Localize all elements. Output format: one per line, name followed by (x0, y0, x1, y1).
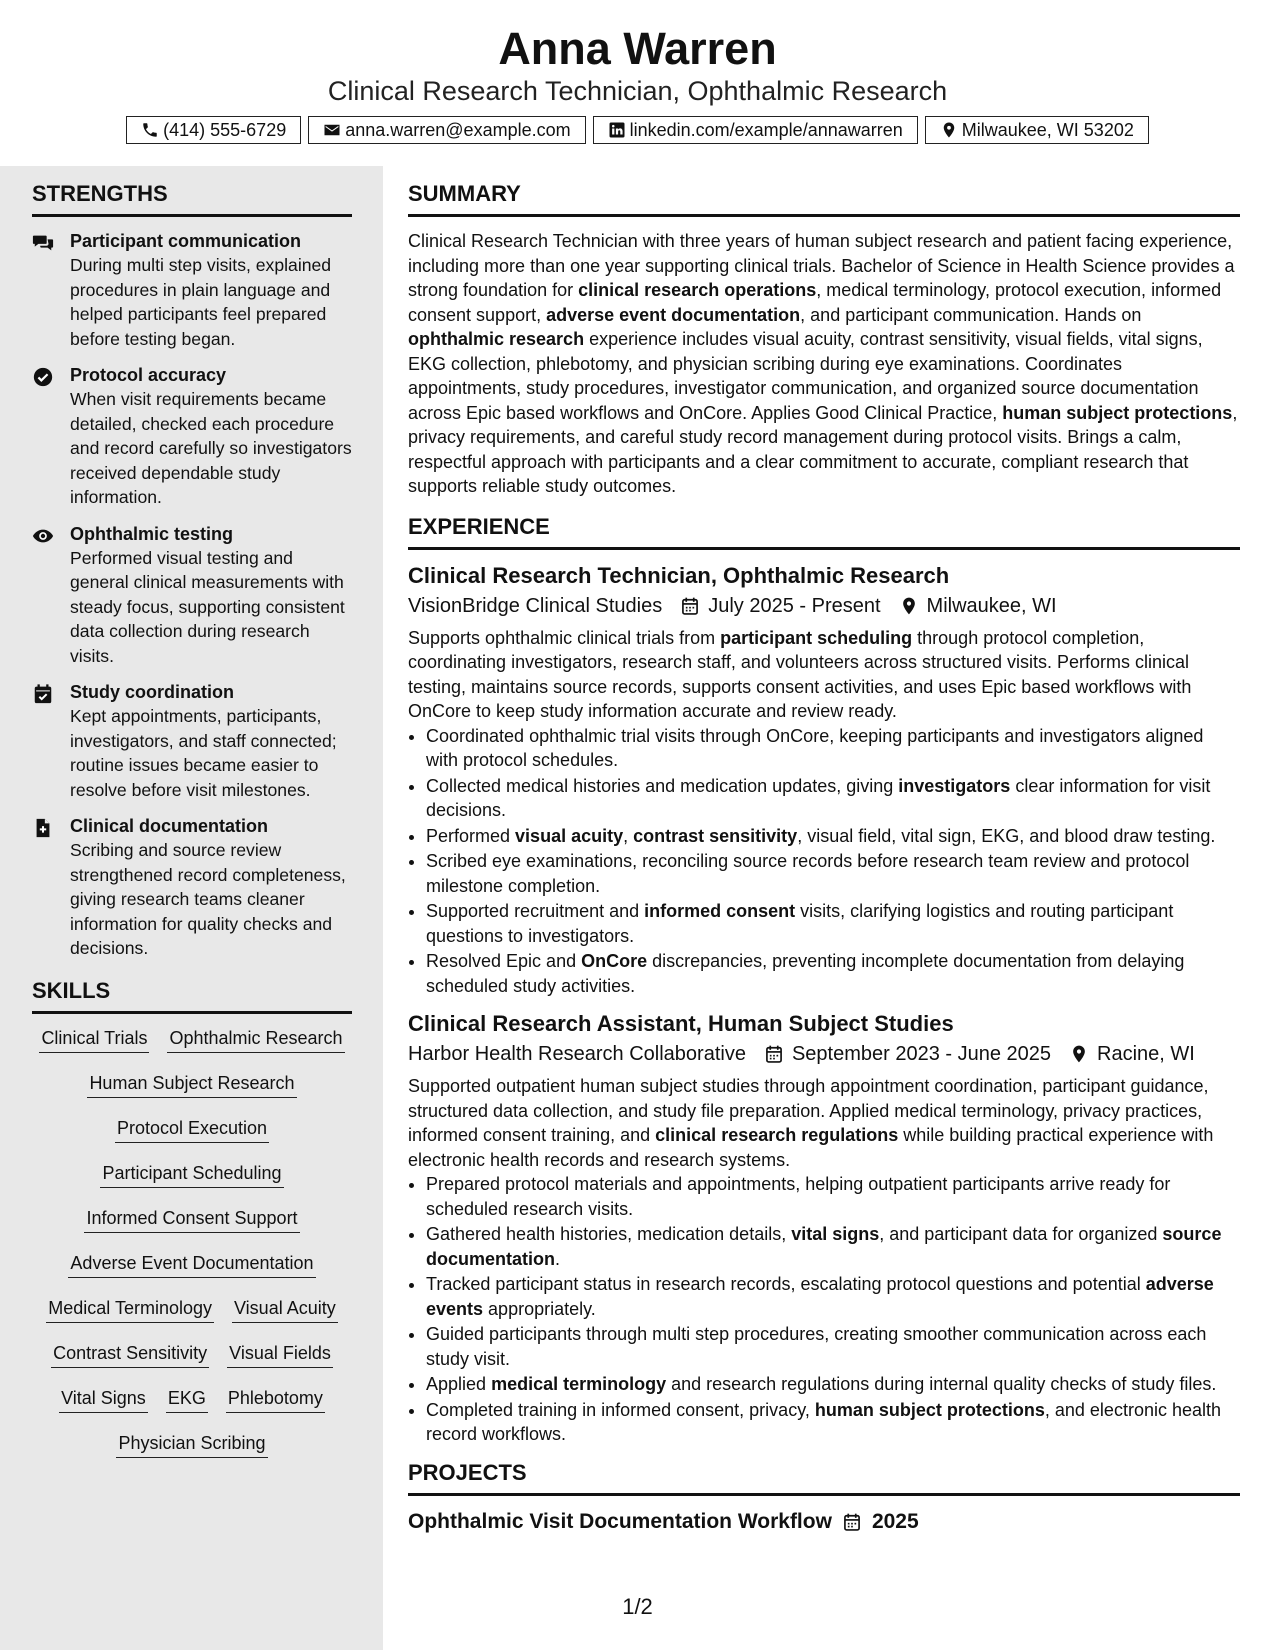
strength-text: Performed visual testing and general clinical measurements with steady focus, supporting consistent data collection during research visits. (70, 547, 345, 666)
strength-item (32, 363, 352, 510)
job-meta (408, 592, 1240, 620)
bullet-item: • Prepared protocol materials and appointments, helping outpatient participants arrive ready for scheduled research visits. (426, 1172, 1240, 1221)
bullet-item: • Applied medical terminology and research regulations during internal quality checks of study files. (426, 1372, 1240, 1397)
skill-tag: Contrast Sensitivity (51, 1341, 209, 1368)
bullet-item: • Guided participants through multi step procedures, creating smoother communication across each study visit. (426, 1322, 1240, 1371)
strength-item (32, 680, 352, 802)
job-location: Milwaukee, WI (926, 594, 1057, 617)
location-text: Milwaukee, WI 53202 (961, 119, 1134, 140)
candidate-name: Anna Warren (498, 23, 777, 74)
linkedin-icon (608, 121, 626, 139)
map-pin-icon (899, 596, 919, 616)
skills-list (32, 1026, 352, 1476)
bullet-item: • Supported recruitment and informed consent visits, clarifying logistics and routing participant questions to investigators. (426, 899, 1240, 948)
contact-email[interactable] (308, 116, 585, 144)
summary-heading: SUMMARY (408, 180, 1240, 217)
company-name: VisionBridge Clinical Studies (408, 594, 663, 617)
bullet-item: • Performed visual acuity, contrast sensitivity, visual field, vital sign, EKG, and blood draw testing. (426, 824, 1240, 849)
skill-tag: Protocol Execution (115, 1116, 269, 1143)
skill-tag: Clinical Trials (39, 1026, 149, 1053)
skill-tag: Visual Acuity (232, 1296, 338, 1323)
eye-icon (32, 525, 54, 547)
job-entry (408, 1010, 1240, 1447)
map-pin-icon (940, 121, 958, 139)
comments-icon (32, 232, 54, 254)
project-title: Ophthalmic Visit Documentation Workflow (408, 1509, 832, 1533)
calendar-check-icon (32, 683, 54, 705)
email-text: anna.warren@example.com (345, 119, 571, 140)
summary-text: Clinical Research Technician with three years of human subject research and patient facing experience, including more than one year supporting clinical trials. Bachelor of Science in Health Science provides a strong foundation for clinical research operations, medical terminology, protocol execution, informed consent support, adverse event documentation, and participant communication. Hands on ophthalmic research experience includes visual acuity, contrast sensitivity, visual fields, vital signs, EKG collection, phlebotomy, and physician scribing during eye examinations. Coordinates appointments, study procedures, investigator communication, and organized source documentation across Epic based workflows and OnCore. Applies Good Clinical Practice, human subject protections, privacy requirements, and careful study record management during protocol visits. Brings a calm, respectful approach with participants and a clear commitment to accurate, compliant research that supports reliable study outcomes. (408, 231, 1238, 496)
map-pin-icon (1069, 1044, 1089, 1064)
project-entry (408, 1508, 1240, 1536)
skill-tag: Participant Scheduling (100, 1161, 283, 1188)
bullet-item: • Gathered health histories, medication details, vital signs, and participant data for organized source documentation. (426, 1222, 1240, 1271)
job-meta (408, 1040, 1240, 1068)
job-description: Supports ophthalmic clinical trials from participant scheduling through protocol completion, coordinating investigators, research staff, and volunteers across structured visits. Performs clinical testing, maintains source records, supports consent activities, and uses Epic based workflows with OnCore to keep study information accurate and review ready. (408, 627, 1192, 721)
skills-heading: SKILLS (32, 977, 352, 1014)
job-dates: July 2025 - Present (708, 594, 881, 617)
projects-heading: PROJECTS (408, 1459, 1240, 1496)
strengths-heading: STRENGTHS (32, 180, 352, 217)
phone-text: (414) 555-6729 (163, 119, 287, 140)
check-circle-icon (32, 366, 54, 388)
bullet-item: • Resolved Epic and OnCore discrepancies, preventing incomplete documentation from delaying scheduled study activities. (426, 949, 1240, 998)
calendar-icon (680, 596, 700, 616)
strength-title: Clinical documentation (70, 816, 269, 836)
strength-title: Participant communication (70, 231, 302, 251)
page-number: 1/2 (622, 1594, 653, 1619)
envelope-icon (323, 121, 341, 139)
bullet-item: • Scribed eye examinations, reconciling source records before research team review and protocol milestone completion. (426, 849, 1240, 898)
skill-tag: Visual Fields (227, 1341, 333, 1368)
contact-location[interactable] (925, 116, 1149, 144)
contact-linkedin[interactable] (593, 116, 918, 144)
resume-header (0, 0, 1275, 144)
strength-title: Protocol accuracy (70, 365, 227, 385)
experience-heading: EXPERIENCE (408, 513, 1240, 550)
strength-text: Scribing and source review strengthened record completeness, giving research teams cleaner information for quality checks and decisions. (70, 840, 346, 958)
skill-tag: Phlebotomy (226, 1386, 325, 1413)
strength-text: Kept appointments, participants, investigators, and staff connected; routine issues became easier to resolve before visit milestones. (70, 706, 337, 800)
company-name: Harbor Health Research Collaborative (408, 1043, 746, 1065)
phone-icon (141, 121, 159, 139)
candidate-title: Clinical Research Technician, Ophthalmic Research (327, 76, 948, 106)
skill-tag: Ophthalmic Research (167, 1026, 344, 1053)
strength-item (32, 229, 352, 351)
project-year: 2025 (871, 1509, 919, 1533)
job-bullets (408, 1172, 1240, 1447)
job-title: Clinical Research Technician, Ophthalmic Research (408, 562, 950, 588)
skill-tag: Vital Signs (59, 1386, 148, 1413)
skill-tag: Medical Terminology (46, 1296, 214, 1323)
job-description: Supported outpatient human subject studies through appointment coordination, participant guidance, structured data collection, and study file preparation. Applied medical terminology, privacy practices, informed consent training, and clinical research regulations while building practical experience with electronic health records and research systems. (408, 1076, 1214, 1170)
skill-tag: Adverse Event Documentation (68, 1251, 315, 1278)
strength-text: When visit requirements became detailed, checked each procedure and record carefully so investigators received dependable study information. (70, 389, 352, 507)
skill-tag: Physician Scribing (116, 1431, 267, 1458)
calendar-icon (842, 1512, 862, 1532)
contact-phone[interactable] (126, 116, 301, 144)
skill-tag: Human Subject Research (87, 1071, 296, 1098)
strength-item (32, 814, 352, 961)
job-dates: September 2023 - June 2025 (791, 1043, 1052, 1065)
job-title: Clinical Research Assistant, Human Subject Studies (408, 1011, 954, 1036)
contact-bar (0, 116, 1275, 144)
job-entry (408, 562, 1240, 999)
linkedin-text: linkedin.com/example/annawarren (629, 119, 903, 140)
file-plus-icon (32, 817, 54, 839)
calendar-icon (764, 1044, 784, 1064)
skill-tag: EKG (166, 1386, 208, 1413)
strength-title: Study coordination (70, 682, 234, 702)
bullet-item: • Collected medical histories and medication updates, giving investigators clear information for visit decisions. (426, 774, 1240, 823)
job-location: Racine, WI (1097, 1043, 1195, 1065)
bullet-item: • Completed training in informed consent, privacy, human subject protections, and electronic health record workflows. (426, 1398, 1240, 1447)
bullet-item: • Coordinated ophthalmic trial visits through OnCore, keeping participants and investigators aligned with protocol schedules. (426, 724, 1240, 773)
strength-title: Ophthalmic testing (70, 523, 234, 544)
skill-tag: Informed Consent Support (84, 1206, 299, 1233)
bullet-item: • Tracked participant status in research records, escalating protocol questions and potential adverse events appropriately. (426, 1272, 1240, 1321)
left-column (32, 180, 352, 1476)
job-bullets (408, 724, 1240, 999)
strength-text: During multi step visits, explained procedures in plain language and helped participants feel prepared before testing began. (70, 255, 332, 349)
right-column (408, 180, 1240, 1536)
strength-item (32, 522, 352, 669)
